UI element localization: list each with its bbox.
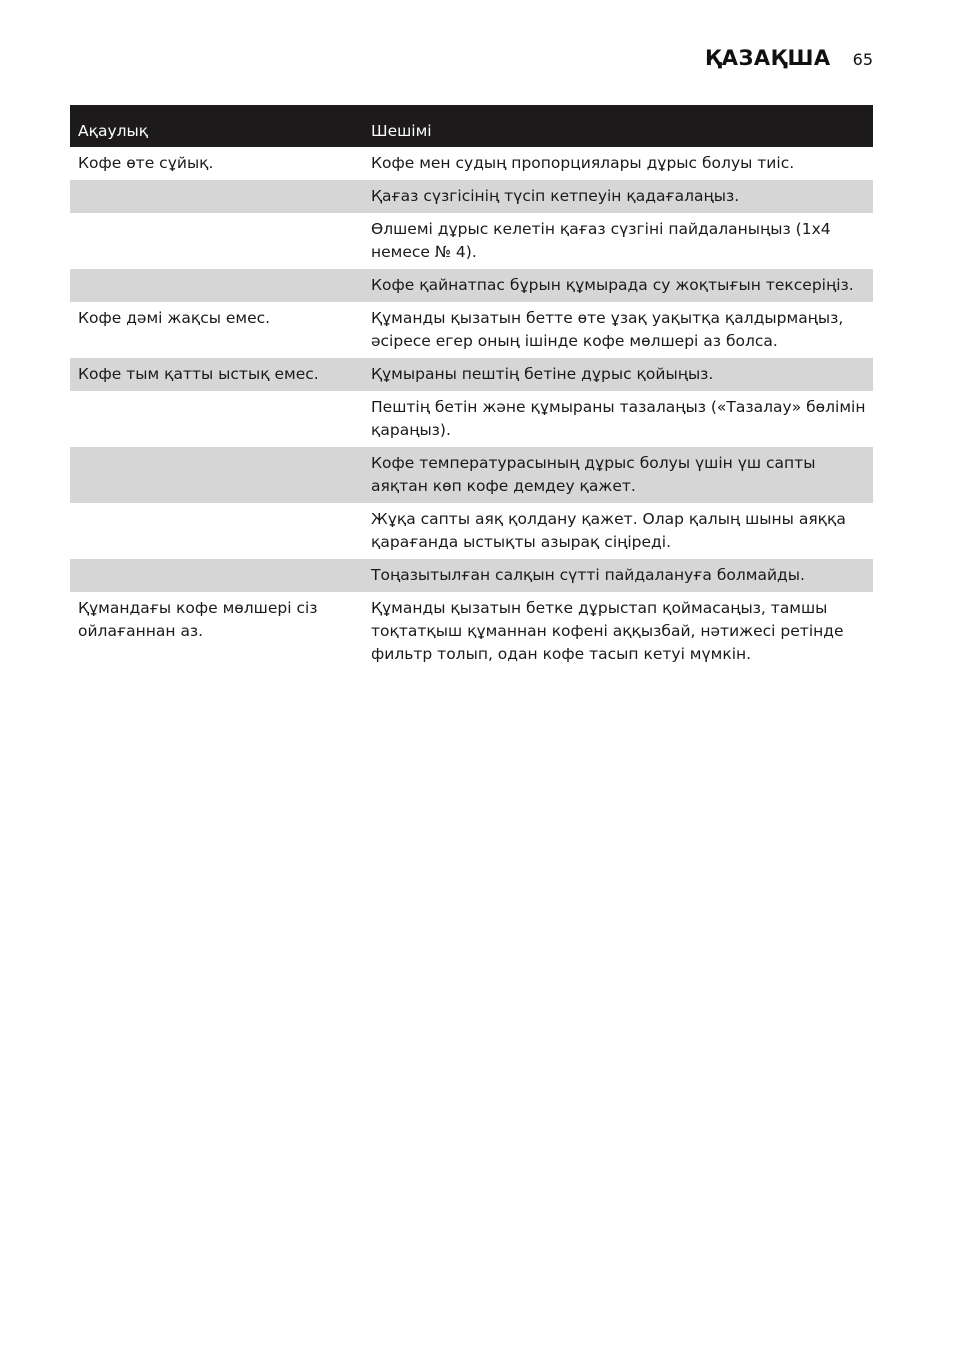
solution-cell: Өлшемі дұрыс келетін қағаз сүзгіні пайдаланыңыз (1x4 немесе № 4). xyxy=(371,220,831,261)
problem-cell: Құмандағы кофе мөлшері сіз ойлағаннан аз. xyxy=(78,599,318,640)
solution-cell: Жұқа сапты аяқ қолдану қажет. Олар қалың шыны аяққа қарағанда ыстықты азырақ сіңіреді. xyxy=(371,510,846,551)
problem-cell: Кофе өте сұйық. xyxy=(78,154,214,172)
problem-cell xyxy=(70,213,367,269)
problem-cell: Кофе дәмі жақсы емес. xyxy=(78,309,271,327)
solution-cell: Пештің бетін және құмыраны тазалаңыз («Тазалау» бөлімін қараңыз). xyxy=(371,398,866,439)
table-row xyxy=(70,180,873,213)
solution-cell: Құманды қызатын бетте өте ұзақ уақытқа қалдырмаңыз, әсіресе егер оның ішінде кофе мөлшері аз болса. xyxy=(371,309,844,350)
solution-cell: Қағаз сүзгісінің түсіп кетпеуін қадағалаңыз. xyxy=(367,180,873,213)
table-row xyxy=(70,213,873,269)
problem-cell xyxy=(70,269,367,302)
problem-cell xyxy=(70,391,367,447)
problem-cell xyxy=(70,559,367,592)
troubleshooting-table xyxy=(70,105,873,671)
solution-cell: Құмыраны пештің бетіне дұрыс қойыңыз. xyxy=(367,358,873,391)
table-row xyxy=(70,503,873,559)
table-row xyxy=(70,391,873,447)
page-number: 65 xyxy=(852,50,873,69)
problem-cell xyxy=(70,447,367,503)
table-row xyxy=(70,302,873,358)
table-row xyxy=(70,592,873,671)
solution-cell: Кофе қайнатпас бұрын құмырада су жоқтығын тексеріңіз. xyxy=(367,269,873,302)
page-header xyxy=(705,46,873,70)
column-header-solution: Шешімі xyxy=(367,105,873,147)
problem-cell xyxy=(70,503,367,559)
section-title: ҚАЗАҚША xyxy=(704,46,831,70)
solution-cell: Кофе температурасының дұрыс болуы үшін үш сапты аяқтан көп кофе демдеу қажет. xyxy=(367,447,873,503)
column-header-problem: Ақаулық xyxy=(70,105,367,147)
table-row xyxy=(70,559,873,592)
table-row xyxy=(70,147,873,180)
table-row xyxy=(70,447,873,503)
solution-cell: Кофе мен судың пропорциялары дұрыс болуы тиіс. xyxy=(371,154,795,172)
solution-cell: Құманды қызатын бетке дұрыстап қоймасаңыз, тамшы тоқтатқыш құманнан кофені аққызбай, нәтижесі ретінде фильтр толып, одан кофе тасып кетуі мүмкін. xyxy=(371,599,844,663)
table-row xyxy=(70,358,873,391)
table-header-row xyxy=(70,105,873,147)
table-row xyxy=(70,269,873,302)
problem-cell xyxy=(70,180,367,213)
problem-cell: Кофе тым қатты ыстық емес. xyxy=(70,358,367,391)
solution-cell: Тоңазытылған салқын сүтті пайдалануға болмайды. xyxy=(367,559,873,592)
